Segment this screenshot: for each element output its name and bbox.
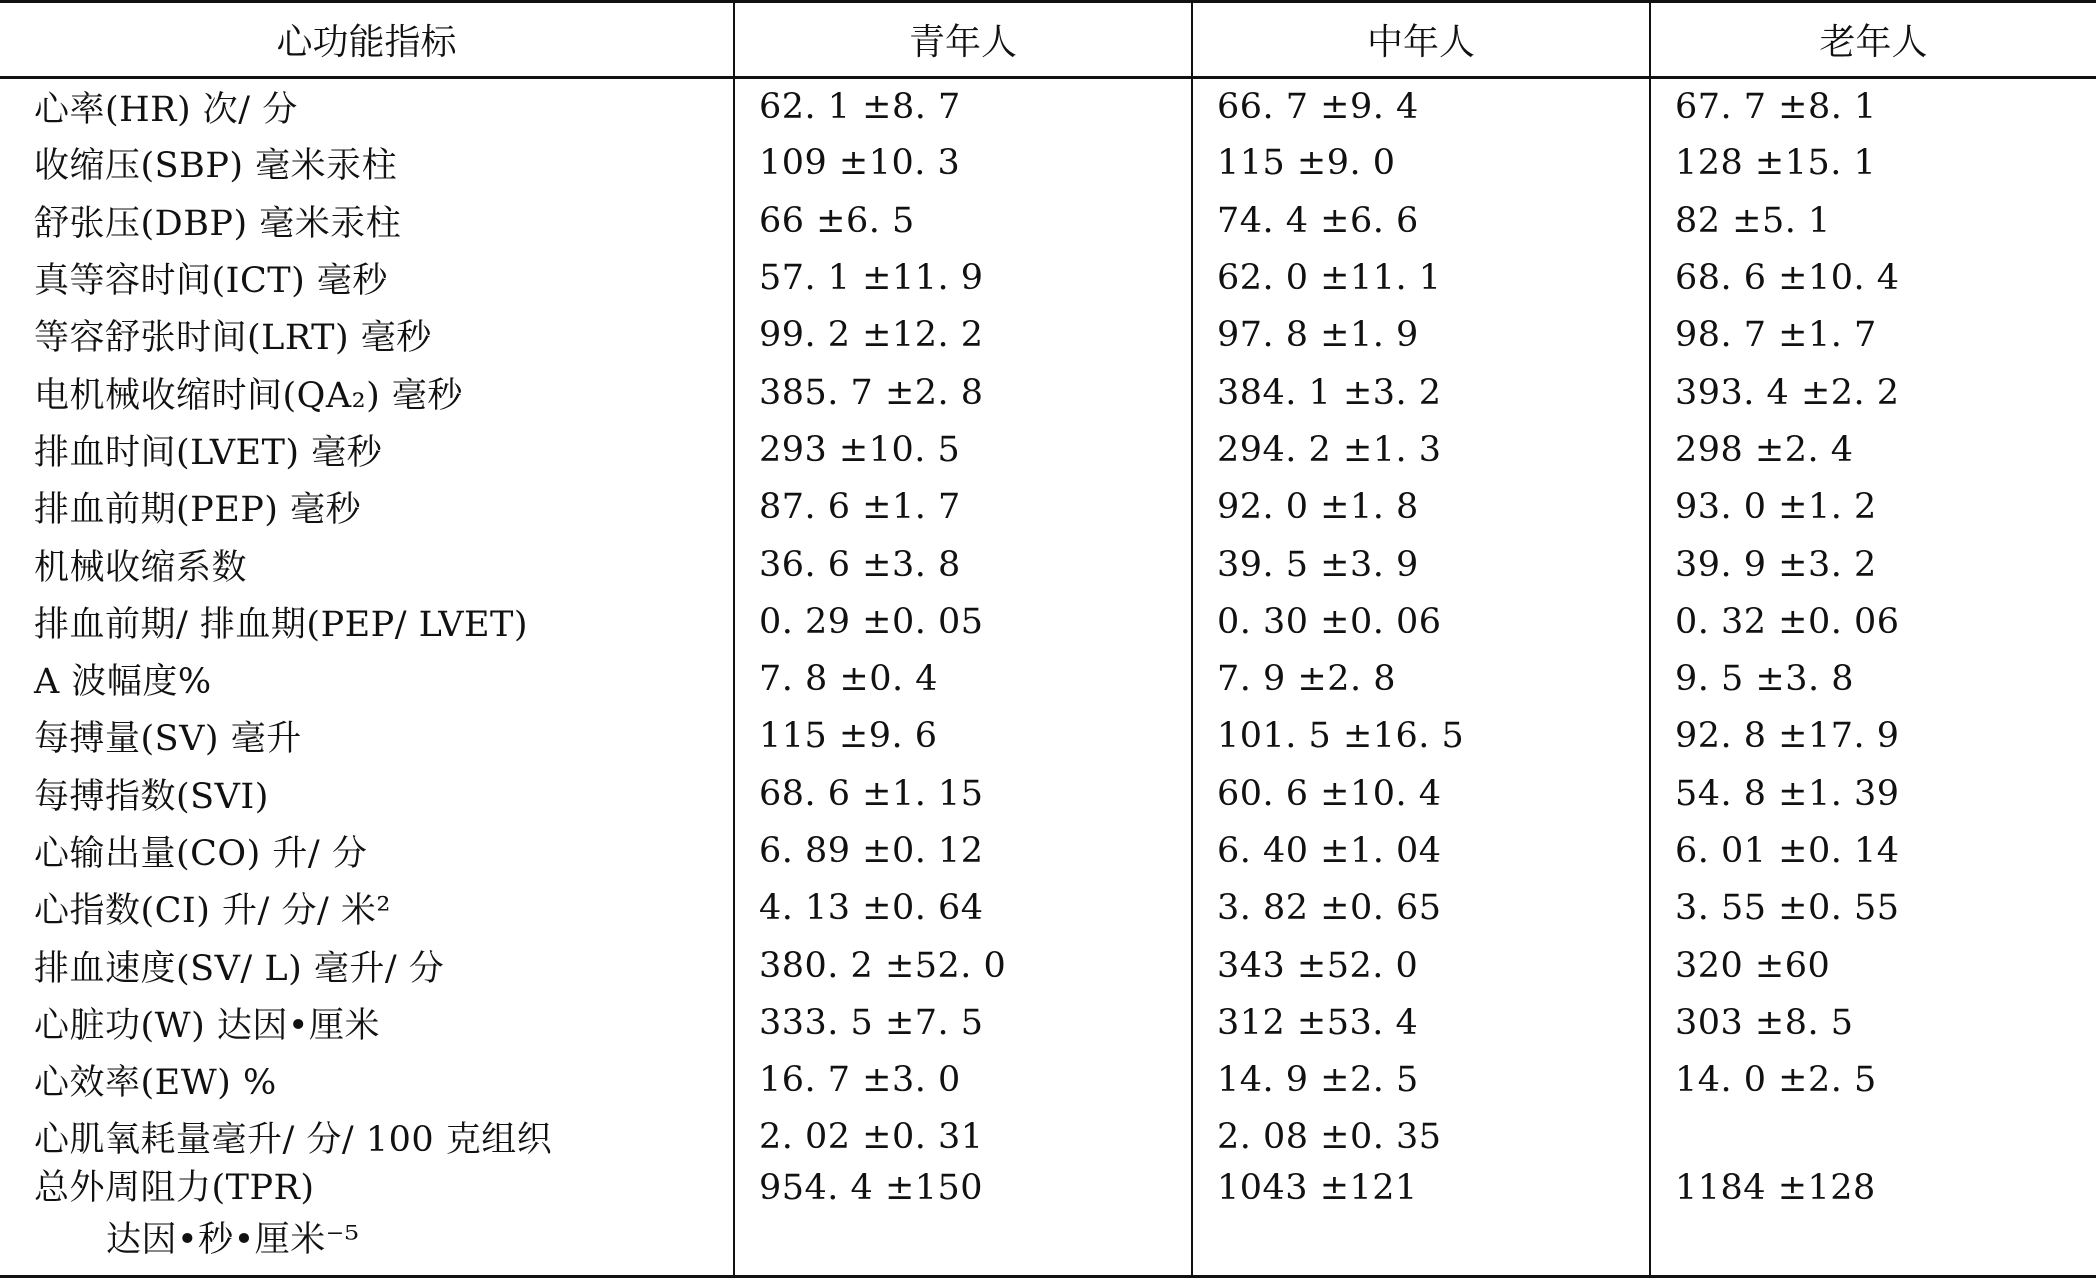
value-cell-young: 333. 5 ±7. 5 <box>734 994 1192 1051</box>
value-cell-old: 68. 6 ±10. 4 <box>1650 249 2096 306</box>
table-row <box>0 650 2096 707</box>
table-row <box>0 994 2096 1051</box>
indicator-cell <box>0 765 734 822</box>
header-middle-aged: 中年人 <box>1192 2 1650 78</box>
indicator-cell <box>0 536 734 593</box>
value-cell-middle: 7. 9 ±2. 8 <box>1192 650 1650 707</box>
value-cell-young: 36. 6 ±3. 8 <box>734 536 1192 593</box>
indicator-cell <box>0 994 734 1051</box>
value-cell-old: 92. 8 ±17. 9 <box>1650 708 2096 765</box>
indicator-label: 电机械收缩时间(QA₂) 毫秒 <box>34 375 463 416</box>
value-cell-old: 3. 55 ±0. 55 <box>1650 880 2096 937</box>
value-cell-middle: 2. 08 ±0. 35 <box>1192 1109 1650 1166</box>
value-cell-middle: 74. 4 ±6. 6 <box>1192 192 1650 249</box>
value-cell-young: 0. 29 ±0. 05 <box>734 593 1192 650</box>
table-row <box>0 78 2096 135</box>
indicator-label: 排血前期/ 排血期(PEP/ LVET) <box>34 604 529 645</box>
value-cell-old: 0. 32 ±0. 06 <box>1650 593 2096 650</box>
value-cell-middle: 92. 0 ±1. 8 <box>1192 479 1650 536</box>
table-row <box>0 880 2096 937</box>
value-cell-middle: 294. 2 ±1. 3 <box>1192 421 1650 478</box>
value-cell-young: 954. 4 ±150 <box>734 1166 1192 1276</box>
indicator-label: 心效率(EW) % <box>34 1063 277 1104</box>
indicator-label: 心指数(CI) 升/ 分/ 米² <box>34 891 391 932</box>
value-cell-young: 2. 02 ±0. 31 <box>734 1109 1192 1166</box>
table-row <box>0 135 2096 192</box>
indicator-label: 每搏指数(SVI) <box>34 776 269 817</box>
value-cell-old: 393. 4 ±2. 2 <box>1650 364 2096 421</box>
table-row <box>0 1052 2096 1109</box>
value-cell-old: 6. 01 ±0. 14 <box>1650 822 2096 879</box>
header-elderly: 老年人 <box>1650 2 2096 78</box>
value-cell-old: 14. 0 ±2. 5 <box>1650 1052 2096 1109</box>
table-row <box>0 1166 2096 1276</box>
value-cell-young: 380. 2 ±52. 0 <box>734 937 1192 994</box>
table-row <box>0 765 2096 822</box>
indicator-label: 心肌氧耗量毫升/ 分/ 100 克组织 <box>34 1120 553 1161</box>
value-cell-young: 109 ±10. 3 <box>734 135 1192 192</box>
header-row <box>0 2 2096 78</box>
table-row <box>0 307 2096 364</box>
table-row <box>0 364 2096 421</box>
value-cell-middle: 101. 5 ±16. 5 <box>1192 708 1650 765</box>
value-cell-middle: 66. 7 ±9. 4 <box>1192 78 1650 135</box>
table-row <box>0 421 2096 478</box>
value-cell-young: 68. 6 ±1. 15 <box>734 765 1192 822</box>
table-row <box>0 479 2096 536</box>
value-cell-old: 54. 8 ±1. 39 <box>1650 765 2096 822</box>
indicator-cell <box>0 192 734 249</box>
indicator-cell <box>0 880 734 937</box>
indicator-cell <box>0 593 734 650</box>
value-cell-middle: 6. 40 ±1. 04 <box>1192 822 1650 879</box>
value-cell-middle: 343 ±52. 0 <box>1192 937 1650 994</box>
indicator-label: 真等容时间(ICT) 毫秒 <box>34 261 388 302</box>
indicator-label: 总外周阻力(TPR) <box>34 1168 315 1209</box>
value-cell-middle: 14. 9 ±2. 5 <box>1192 1052 1650 1109</box>
table-row <box>0 536 2096 593</box>
indicator-label: 心率(HR) 次/ 分 <box>34 89 298 130</box>
value-cell-young: 16. 7 ±3. 0 <box>734 1052 1192 1109</box>
value-cell-young: 293 ±10. 5 <box>734 421 1192 478</box>
value-cell-middle: 384. 1 ±3. 2 <box>1192 364 1650 421</box>
indicator-label: 每搏量(SV) 毫升 <box>34 719 302 760</box>
indicator-cell <box>0 937 734 994</box>
indicator-label: 排血前期(PEP) 毫秒 <box>34 490 362 531</box>
value-cell-middle: 97. 8 ±1. 9 <box>1192 307 1650 364</box>
indicator-cell <box>0 1166 734 1276</box>
value-cell-old: 98. 7 ±1. 7 <box>1650 307 2096 364</box>
value-cell-old: 9. 5 ±3. 8 <box>1650 650 2096 707</box>
value-cell-old: 82 ±5. 1 <box>1650 192 2096 249</box>
header-young: 青年人 <box>734 2 1192 78</box>
indicator-cell <box>0 479 734 536</box>
indicator-cell <box>0 78 734 135</box>
value-cell-middle: 0. 30 ±0. 06 <box>1192 593 1650 650</box>
value-cell-middle: 312 ±53. 4 <box>1192 994 1650 1051</box>
indicator-cell <box>0 822 734 879</box>
indicator-label: 收缩压(SBP) 毫米汞柱 <box>34 146 398 187</box>
value-cell-young: 62. 1 ±8. 7 <box>734 78 1192 135</box>
value-cell-old: 298 ±2. 4 <box>1650 421 2096 478</box>
header-indicator: 心功能指标 <box>0 2 734 78</box>
value-cell-middle: 3. 82 ±0. 65 <box>1192 880 1650 937</box>
value-cell-young: 6. 89 ±0. 12 <box>734 822 1192 879</box>
indicator-label: 心脏功(W) 达因•厘米 <box>34 1005 381 1046</box>
indicator-label: 心输出量(CO) 升/ 分 <box>34 834 368 874</box>
indicator-cell <box>0 249 734 306</box>
value-cell-young: 87. 6 ±1. 7 <box>734 479 1192 536</box>
value-cell-old: 39. 9 ±3. 2 <box>1650 536 2096 593</box>
value-cell-old <box>1650 1109 2096 1166</box>
indicator-cell <box>0 421 734 478</box>
indicator-cell <box>0 708 734 765</box>
indicator-label: 机械收缩系数 <box>34 547 248 588</box>
indicator-cell <box>0 135 734 192</box>
indicator-label: 舒张压(DBP) 毫米汞柱 <box>34 203 402 244</box>
table-row <box>0 593 2096 650</box>
indicator-label: 排血时间(LVET) 毫秒 <box>34 432 383 473</box>
indicator-cell <box>0 307 734 364</box>
indicator-cell <box>0 364 734 421</box>
value-cell-young: 99. 2 ±12. 2 <box>734 307 1192 364</box>
table-row <box>0 1109 2096 1166</box>
indicator-label: 排血速度(SV/ L) 毫升/ 分 <box>34 948 445 989</box>
value-cell-old: 67. 7 ±8. 1 <box>1650 78 2096 135</box>
value-cell-young: 115 ±9. 6 <box>734 708 1192 765</box>
indicator-cell <box>0 650 734 707</box>
value-cell-middle: 62. 0 ±11. 1 <box>1192 249 1650 306</box>
indicator-label: 等容舒张时间(LRT) 毫秒 <box>34 318 432 359</box>
value-cell-old: 128 ±15. 1 <box>1650 135 2096 192</box>
table-row <box>0 937 2096 994</box>
value-cell-old: 320 ±60 <box>1650 937 2096 994</box>
table-row <box>0 708 2096 765</box>
value-cell-old: 93. 0 ±1. 2 <box>1650 479 2096 536</box>
value-cell-middle: 39. 5 ±3. 9 <box>1192 536 1650 593</box>
indicator-cell <box>0 1052 734 1109</box>
value-cell-young: 66 ±6. 5 <box>734 192 1192 249</box>
indicator-label: A 波幅度% <box>34 662 212 703</box>
value-cell-old: 1184 ±128 <box>1650 1166 2096 1276</box>
value-cell-middle: 1043 ±121 <box>1192 1166 1650 1276</box>
indicator-cell <box>0 1109 734 1166</box>
value-cell-young: 385. 7 ±2. 8 <box>734 364 1192 421</box>
table-row <box>0 249 2096 306</box>
value-cell-old: 303 ±8. 5 <box>1650 994 2096 1051</box>
value-cell-middle: 60. 6 ±10. 4 <box>1192 765 1650 822</box>
value-cell-middle: 115 ±9. 0 <box>1192 135 1650 192</box>
value-cell-young: 4. 13 ±0. 64 <box>734 880 1192 937</box>
table-row <box>0 822 2096 879</box>
indicator-unit-line: 达因•秒•厘米⁻⁵ <box>106 1220 360 1261</box>
value-cell-young: 7. 8 ±0. 4 <box>734 650 1192 707</box>
table-row <box>0 192 2096 249</box>
value-cell-young: 57. 1 ±11. 9 <box>734 249 1192 306</box>
